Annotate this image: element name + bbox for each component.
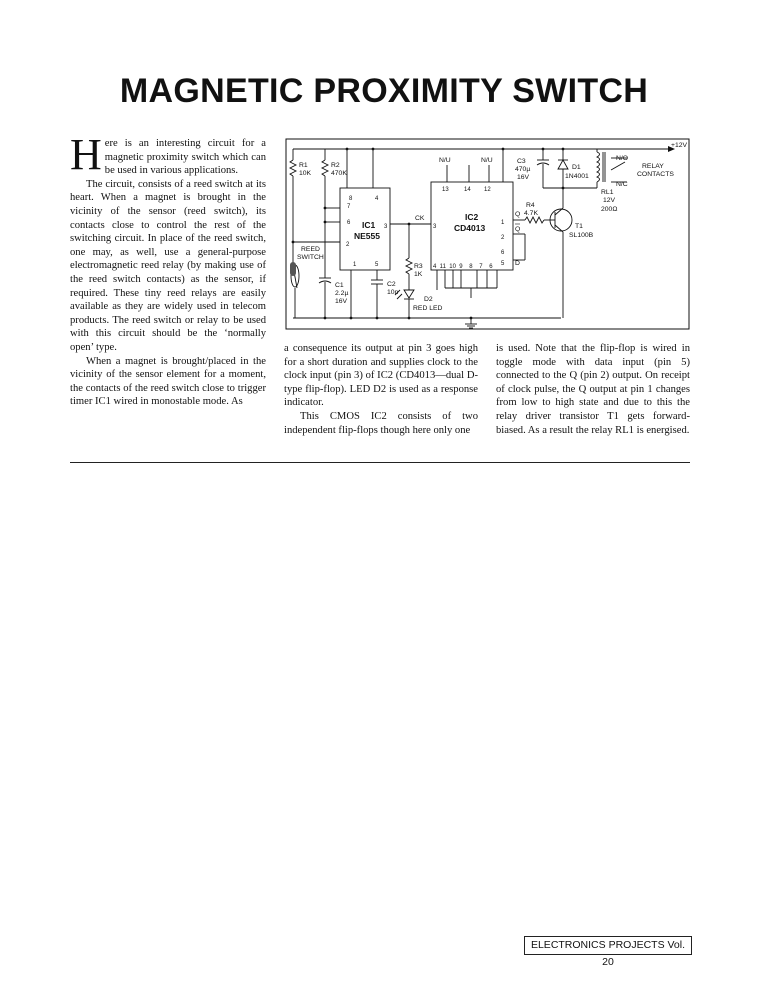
ic2-pin: 6	[501, 250, 505, 256]
c3-voltage: 16V	[517, 174, 530, 181]
r4-label: R4	[526, 202, 535, 209]
ic2-label: IC2	[465, 212, 479, 222]
ic1-type: NE555	[354, 231, 380, 241]
r2-value: 470K	[331, 170, 347, 177]
r3-label: R3	[414, 263, 423, 270]
ic2-type: CD4013	[454, 223, 486, 233]
article-column-1	[70, 130, 266, 409]
ck-label: CK	[415, 215, 425, 222]
article-column-3	[496, 342, 690, 437]
rl1-voltage: 12V	[603, 197, 616, 204]
ic2-pin: 13	[442, 187, 449, 193]
d1-label: D1	[572, 164, 581, 171]
c1-value: 2.2µ	[335, 290, 349, 297]
nu-label: N/U	[439, 157, 451, 164]
paragraph: is used. Note that the flip-flop is wired in toggle mode with data input (pin 5) connected to the Q (pin 2) output. On receipt of clock pulse, the Q output at pin 1 changes from low to high state and due to this the relay driver transistor T1 gets forward-biased. As a result the relay RL1 is energised.	[496, 343, 690, 436]
ic1-pin: 1	[353, 262, 357, 268]
paragraph: When a magnet is brought/placed in the vicinity of the sensor element for a moment, the contacts of the reed switch close to trigger timer IC1 wired in monostable mode. As	[70, 355, 266, 408]
ic2-pin: 5	[501, 261, 505, 267]
r3-value: 1K	[414, 271, 423, 278]
r1-label: R1	[299, 162, 308, 169]
rl1-label: RL1	[601, 189, 614, 196]
d1-value: 1N4001	[565, 173, 589, 180]
ic1-pin: 5	[375, 262, 379, 268]
ic1-pin: 4	[375, 196, 379, 202]
d2-value: RED LED	[413, 305, 443, 312]
c1-voltage: 16V	[335, 298, 348, 305]
d-label: D	[515, 260, 520, 267]
nc-label: N/C	[616, 181, 628, 188]
drop-cap: H	[70, 130, 102, 179]
ic2-bottom-pins: 4 11 10 9 8 7 6	[433, 264, 493, 270]
r2-label: R2	[331, 162, 340, 169]
page-footer: ELECTRONICS PROJECTS Vol. 20	[524, 936, 692, 955]
section-divider	[70, 462, 690, 463]
c3-value: 470µ	[515, 166, 531, 173]
ic2-pin: 1	[501, 220, 505, 226]
t1-label: T1	[575, 223, 583, 230]
ic1-label: IC1	[362, 220, 376, 230]
relay-contacts-label: RELAY	[642, 163, 664, 170]
t1-value: SL100B	[569, 232, 594, 239]
r1-value: 10K	[299, 170, 312, 177]
q-label: Q	[515, 211, 521, 218]
rl1-resistance: 200Ω	[601, 206, 618, 213]
reed-label-2: SWITCH	[297, 254, 324, 261]
ic1-pin: 7	[347, 204, 351, 210]
c1-label: C1	[335, 282, 344, 289]
paragraph-intro-text: ere is an interesting circuit for a magnetic proximity switch which can be used in various applications.	[104, 138, 266, 177]
r4-value: 4.7K	[524, 210, 538, 217]
c2-label: C2	[387, 281, 396, 288]
circuit-schematic	[285, 138, 690, 330]
ic2-pin: 12	[484, 187, 491, 193]
ic2-pin: 14	[464, 187, 471, 193]
nu-label: N/U	[481, 157, 493, 164]
page-title: MAGNETIC PROXIMITY SWITCH	[119, 72, 649, 110]
paragraph: a consequence its output at pin 3 goes high for a short duration and supplies clock to the clock input (pin 3) of IC2 (CD4013—dual D-type flip-flop). LED D2 is used as a response indicator.	[284, 343, 478, 409]
ic1-pin: 2	[346, 242, 350, 248]
supply-label: +12V	[671, 142, 688, 149]
ic1-pin: 3	[384, 224, 388, 230]
d2-label: D2	[424, 296, 433, 303]
ic2-pin: 3	[433, 224, 437, 230]
c2-value: 10n	[387, 289, 399, 296]
paragraph-intro	[70, 130, 266, 179]
paragraph: This CMOS IC2 consists of two independent flip-flops though here only one	[284, 410, 478, 436]
reed-label: REED	[301, 246, 320, 253]
ic1-pin: 6	[347, 220, 351, 226]
no-label: N/O	[616, 155, 629, 162]
article-column-2	[284, 342, 478, 437]
paragraph: The circuit, consists of a reed switch at its heart. When a magnet is brought in the vicinity of the sensor (reed switch), its contacts close to control the rest of the switching circuit. In place of the reed switch, one may, as well, use a general-purpose electromagnetic reed relay (by making use of the reed switch contacts) as the sensor, if required. These tiny reed relays are easily available as they are widely used in telecom products. The reed switch or relay to be used with this circuit should be the ‘normally open’ type.	[70, 178, 266, 353]
c3-label: C3	[517, 158, 526, 165]
ic2-pin: 2	[501, 235, 505, 241]
qbar-label: Q	[515, 226, 521, 233]
relay-contacts-label-2: CONTACTS	[637, 171, 674, 178]
ic1-pin: 8	[349, 196, 353, 202]
